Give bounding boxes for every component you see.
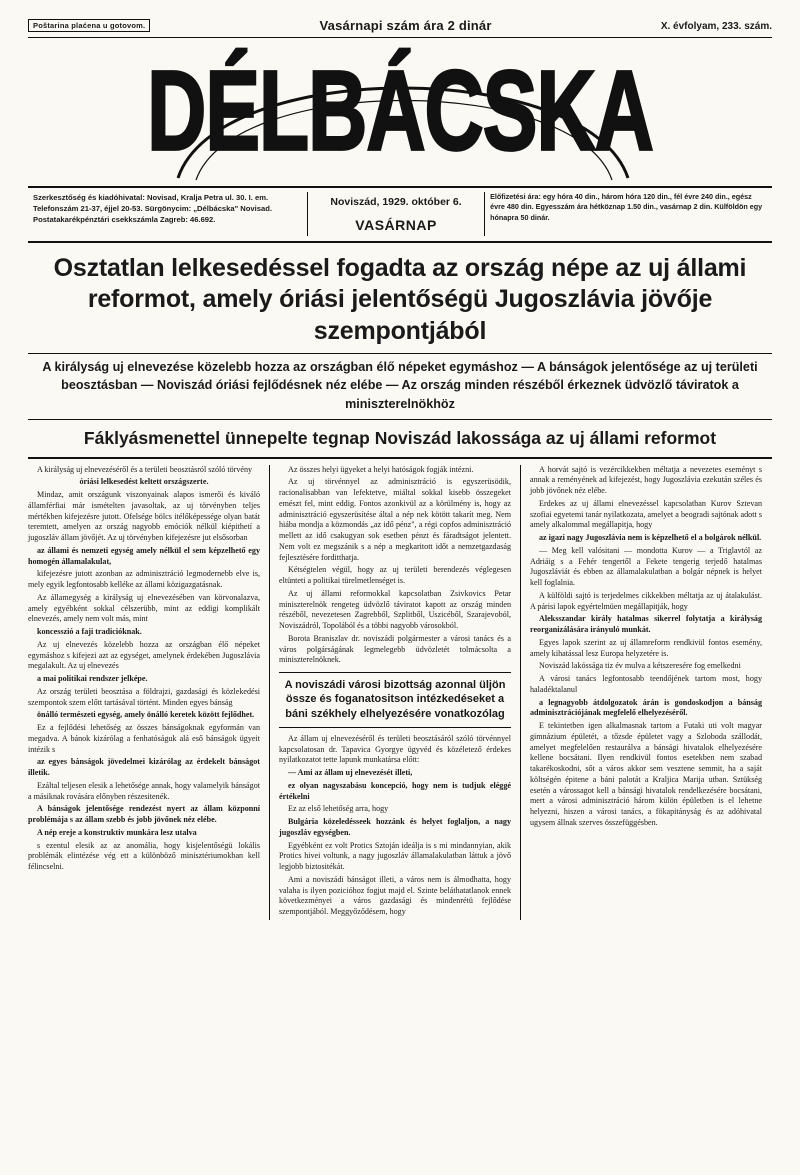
body-paragraph: kifejezésre jutott azonban az adminisztráció legmodernebb elve is, mely egyik legfontosabb kelléke az állami közigazgatásnak.: [28, 569, 260, 590]
headline-divider: [28, 353, 772, 354]
body-paragraph: Ami a noviszádi bánságot illeti, a város nem is álmodhatta, hogy valaha is ilyen pozicióhoz fogjut majd el. Szinte beláthatatlanok ennek következményei a város gazdasági és mindenrétü fejlődése szempontjából. Meggyőződésem, hogy: [279, 874, 511, 917]
body-paragraph: Az uj elnevezés közelebb hozza az országban élő népeket egymáshoz s kifejezi azt az egységet, amelynek érdekében Jugoszlávia megalakult. Az uj elnevezés: [28, 639, 260, 671]
emphasis-paragraph: — Ami az állam uj elnevezését illeti,: [288, 768, 413, 778]
colophon-center: [307, 192, 485, 236]
body-paragraph: Egyes lapok szerint az uj államreform rendkivül fontos esemény, amely kihatással lesz Europa helyzetére is.: [530, 637, 762, 658]
emphasis-paragraph: óriási lelkesedést keltett országszerte.: [79, 477, 209, 487]
body-paragraph: — Meg kell valósitani — mondotta Kurov — a Triglavtól az Adriáig s a Fehér tengertől a Fekete tengerig terjedő hatalmas Jugoszláviát és ebben az államalakulatban a bolgár népnek is helyet kell foglalnia.: [530, 545, 762, 588]
article-body: [28, 457, 772, 920]
body-paragraph: Kétségtelen végül, hogy az uj területi berendezés véglegesen eltünteti a politikai türelmetlenséget is.: [279, 565, 511, 586]
price-notice: Vasárnapi szám ára 2 dinár: [319, 18, 492, 33]
emphasis-paragraph: az igazi nagy Jugoszlávia nem is képzelhető el a bolgárok nélkül.: [539, 533, 762, 543]
body-paragraph: Ez a fejlődési lehetőség az összes bánságoknak egyformán van megadva. A bánok kizárólag a fenhatóságuk alá eső bánságok ügyeit intézik s: [28, 723, 260, 754]
body-paragraph: Mindaz, amit országunk viszonyainak alapos ismerői és kiváló államférfiai már ismételten javasoltak, az uj törvényben teljes mértékben kifejezésre jutott. Ofelsége bölcs itélőképessége olyan batát teremtett, amelyen az ország nagyobb emóciók nélkül kiépithetí a jugoszláv állam jövőjét. Az uj törvényben kifejezésre jut elsősorban: [28, 490, 260, 543]
emphasis-paragraph: a mai politikai rendszer jelképe.: [37, 674, 148, 684]
body-paragraph: Egyébként ez volt Protics Sztoján ideálja is s mi mindannyian, akik Protics hivei voltunk, a nagy jugoszláv államalakulatban láttuk a jövő legjobb biztositékát.: [279, 840, 511, 872]
emphasis-paragraph: Bulgária közeledésseek hozzánk és helyet foglaljon, a nagy jugoszláv egységben.: [279, 817, 511, 837]
emphasis-paragraph: koncesszió a faji tradicióknak.: [37, 627, 142, 637]
body-paragraph: A külföldi sajtó is terjedelmes cikkekben méltatja az uj átalakulást. A párisi lapok egyértelmüen megállapitják, hogy: [530, 590, 762, 611]
emphasis-paragraph: A nép ereje a konstruktiv munkára lesz utalva: [37, 827, 197, 837]
page-inner: [28, 18, 772, 1163]
body-paragraph: s ezentul elesik az az anomália, hogy kisjelentőségü lokális problémák elintézése vég ett a különböző minisztériumokban kell félincselni.: [28, 840, 260, 872]
body-paragraph: Ez az első lehetőség arra, hogy: [288, 804, 389, 814]
body-paragraph: Az ország területi beosztása a földrajzi, gazdasági és közlekedési szempontok szem előtt tartásával történt. Minden egyes bánság: [28, 686, 260, 707]
body-paragraph: Az állam uj elnevezéséről és területi beosztásáról szóló törvénnyel kapcsolatosan dr. Tapavica Gyorgye ügyvéd és közéletező érdekes nyilatkozatot tette lapunk munkatársa előtt:: [279, 733, 511, 765]
colophon: [28, 186, 772, 243]
emphasis-paragraph: A bánságok jelentősége rendezést nyert az állam közponní problémája s az állam szebb és jobb jövőnek néz elébe.: [28, 804, 260, 825]
emphasis-paragraph: az állami és nemzeti egység amely nélkül el sem képzelhető egy homogén államalakulat,: [28, 545, 260, 566]
issue-number: X. évfolyam, 233. szám.: [660, 21, 772, 32]
body-paragraph: Erdekes az uj állami elnevezéssel kapcsolatban Kurov Sztevan szofiai egyetemi tanár nyilatkozata, amelyet a beogradi sajtónak adott s amely alkalommal megállapitja, hogy: [530, 498, 762, 530]
emphasis-paragraph: Aleksszandar király hatalmas sikerrel folytatja a királyság reorganizálására irányuló munkát.: [530, 614, 762, 635]
body-paragraph: A városi tanács legfontosabb teendőjének tartom most, hogy haladéktalanul: [530, 674, 762, 694]
masthead: [28, 38, 772, 186]
masthead-title: DÉLBÁCSKA: [147, 48, 653, 175]
column-left: [28, 465, 260, 920]
colophon-right: Előfizetési ára: egy hóra 40 din., három hóra 120 din., fél évre 240 din., egész évre 480 din. Egyesszám ára hétköznap 1.50 din., vasárnap 2 din. Külföldön egy hónapra 50 dinár.: [490, 192, 763, 222]
body-paragraph: Noviszád lakóssága tiz év mulva a kétszeresére fog emelkedni: [539, 661, 741, 671]
body-paragraph: Ezáltal teljesen elesik a lehetősége annak, hogy valamelyik bánságot a másiknak rovására előnyben részesitenék.: [28, 780, 260, 801]
body-paragraph: A horvát sajtó is vezércikkekben méltatja a nevezetes eseményt s annak a reményének ad kifejezést, hogy Jugoszlávia ezekután széles és jobb jövőnek néz elébe.: [530, 464, 762, 496]
secondary-headline: Fáklyásmenettel ünnepelte tegnap Noviszád lakossága az uj állami reformot: [83, 427, 717, 448]
issue-date: Noviszád, 1929. október 6.: [330, 196, 462, 208]
emphasis-paragraph: az egyes bánságok jövedelmei kizárólag az érdekelt bánságot illetik.: [28, 757, 260, 778]
subhead-divider: [28, 419, 772, 420]
column-right: [520, 465, 762, 920]
emphasis-paragraph: önálló természeti egység, amely önálló keretek között fejlődhet.: [37, 710, 255, 720]
colophon-left: Szerkesztőség és kiadóhivatal: Novisad, Kralja Petra ul. 30. I. em. Telefonszám 21-37, éjjel 20-53. Sürgönycim: „Délbácska" Novisad. Postatakarékpénztári csekkszámla Zagreb: 46.692.: [33, 193, 272, 224]
emphasis-paragraph: a legnagyobb átdolgozatok árán is gondoskodjon a bánság adminisztrációjának megfelelő elhelyezéséről.: [530, 697, 762, 718]
body-paragraph: Az uj állami reformokkal kapcsolatban Zsivkovics Petar miniszterelnök rengeteg üdvözlő táviratot kapott az ország minden részéből, nevezetesen Zagrebből, Szplitből, Uszicéből, Szarajevoból, Noviszádról, Topolából és a többi nagyobb városokból.: [279, 588, 511, 631]
weekday-label: VASÁRNAP: [355, 217, 437, 234]
body-paragraph: Az államegység a királyság uj elnevezésében van körvonalazva, amely egyébként sokkal célszerübb, mint az eddigi komplikált elnevezés, amely nem volt más, mint: [28, 592, 260, 624]
inset-headline: A noviszádi városi bizottság azonnal üljön össze és foganatositson intézkedéseket a báni székhely elhelyezésére vonatkozólag: [279, 672, 511, 728]
main-headline: Osztatlan lelkesedéssel fogadta az ország népe az uj állami reformot, amely óriási jelentőségü Jugoszlávia jövője szempontjából: [53, 253, 747, 345]
body-paragraph: E tekintetben igen alkalmasnak tartom a Futaki uti volt magyar gimnázium épületét, a tőzsde épületet vagy a Szloboda szállodát, amelyet megfelelően restaurálva a bánsági hivatalok elhelyezésére kellene bocsátani. Ilyen rendkivül fontos esetekben nem szabad takarékoskodni, sőt a város akkor sem vesztene semmit, ha a saját költségén épitene a báni palotát a Kraljica Marija utban. Sztükség esetén a várossagot kell a bánsági hivatalok rendelkezésére bocsátani, mert a városi adminisztráció három külön épületben is el lehetne helyezni, hiszen a városi tanács, a fökapitányság és az adóhivatal ugysem állnak szerves összefüggésben.: [530, 721, 762, 827]
sub-headline: A királyság uj elnevezése közelebb hozza az országban élő népeket egymáshoz — A bánságok jelentősége az uj területi beosztásban — Noviszád óriási fejlődésnek néz elébe — Az ország minden részéből érkeznek üdvözlő táviratok a miniszterelnökhöz: [42, 360, 758, 411]
body-paragraph: A királyság uj elnevezéséről és a területi beosztásról szóló törvény: [37, 464, 253, 474]
top-strip: [28, 18, 772, 35]
postage-notice: Poštarina plaćena u gotovom.: [28, 19, 150, 32]
column-middle: [269, 465, 511, 920]
body-paragraph: Az összes helyi ügyeket a helyi hatóságok fogják intézni.: [288, 464, 474, 474]
body-paragraph: Borota Braniszlav dr. noviszádi polgármester a városi tanács és a város polgárságának legmelegebb üdvözletét tolmácsolta a miniszterelnöknek.: [279, 633, 511, 665]
emphasis-paragraph: ez olyan nagyszabásu koncepció, hogy nem is tudjuk eléggé értékelni: [279, 780, 511, 801]
body-paragraph: Az uj törvénnyel az adminisztráció is egyszerüsödik, racionalisabban van lefektetve, miáltal sokkal kisebb összegeket emészt fel, mint eddig. Fontos azonkivül az a körülmény is, hogy az adminisztráció egyszerüsítése által a nép nek kötött takarít meg. Nem hiába mondja a közmondás „az idő pénz", a régi copfos adminisztráció mellett az idő csakugyan sok esetben pénzt és fáradtságot jelentett. Nem volt ez megszánik s a nép a megkaritott időt a nemzetgazdaság fejlesztésére forditthatja.: [279, 477, 511, 562]
